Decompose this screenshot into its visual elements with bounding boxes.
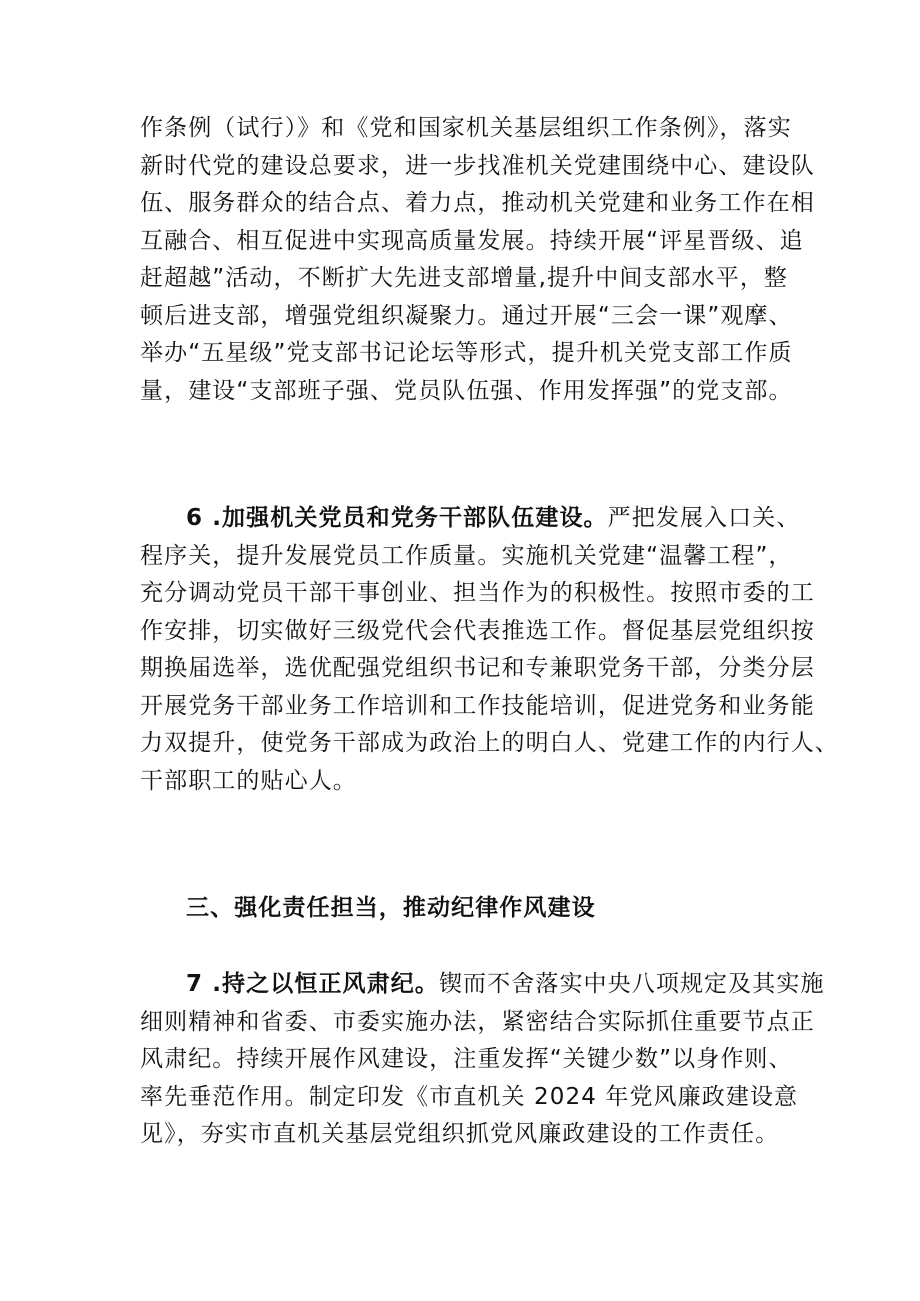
text-line: 作安排，切实做好三级党代会代表推选工作。督促基层党组织按: [140, 617, 815, 644]
text-line: 期换届选举，选优配强党组织书记和专兼职党务干部，分类分层: [140, 655, 815, 681]
paragraph-item-6: [140, 500, 839, 800]
item-6-title: 6 .加强机关党员和党务干部队伍建设。: [186, 505, 608, 531]
text-line: [140, 966, 825, 1004]
text-line: 充分调动党员干部干事创业、担当作为的积极性。按照市委的工: [140, 580, 815, 606]
item-7-title: 7 .持之以恒正风肃纪。: [186, 971, 439, 997]
text-line: 量，建设“支部班子强、党员队伍强、作用发挥强”的党支部。: [140, 377, 793, 404]
item-6-first-line: 严把发展入口关、: [607, 505, 801, 531]
text-line: 见》，夯实市直机关基层党组织抓党风廉政建设的工作责任。: [140, 1121, 780, 1147]
text-line: 力双提升，使党务干部成为政治上的明白人、党建工作的内行人、: [140, 730, 839, 756]
text-line: 开展党务干部业务工作培训和工作技能培训，促进党务和业务能: [140, 692, 815, 719]
text-line: 举办“五星级”党支部书记论坛等形式，提升机关党支部工作质: [140, 340, 793, 366]
text-line: 作条例（试行）》和《党和国家机关基层组织工作条例》，落实: [140, 115, 792, 141]
text-line: 赶超越”活动，不断扩大先进支部增量,提升中间支部水平，整: [140, 265, 789, 291]
section-heading: 三、强化责任担当，推动纪律作风建设: [186, 895, 596, 921]
text-line: [140, 500, 800, 538]
text-line: 细则精神和省委、市委实施办法，紧密结合实际抓住重要节点正: [140, 1008, 815, 1035]
text-line: 互融合、相互促进中实现高质量发展。持续开展“评星晋级、追: [140, 227, 804, 254]
item-7-first-line: 锲而不舍落实中央八项规定及其实施: [438, 971, 825, 997]
text-line: 伍、服务群众的结合点、着力点，推动机关党建和业务工作在相: [140, 190, 815, 216]
text-line: 率先垂范作用。制定印发《市直机关 2024 年党风廉政建设意: [140, 1083, 799, 1110]
text-line: 程序关，提升发展党员工作质量。实施机关党建“温馨工程”，: [140, 542, 793, 569]
text-line: 干部职工的贴心人。: [140, 767, 357, 794]
paragraph-party-building: [140, 110, 815, 410]
text-line: 新时代党的建设总要求，进一步找准机关党建围绕中心、建设队: [140, 152, 815, 179]
paragraph-item-7: [140, 966, 825, 1154]
text-line: 顿后进支部，增强党组织凝聚力。通过开展“三会一课”观摩、: [140, 302, 793, 329]
text-line: 风肃纪。持续开展作风建设，注重发挥“关键少数”以身作则、: [140, 1046, 793, 1072]
